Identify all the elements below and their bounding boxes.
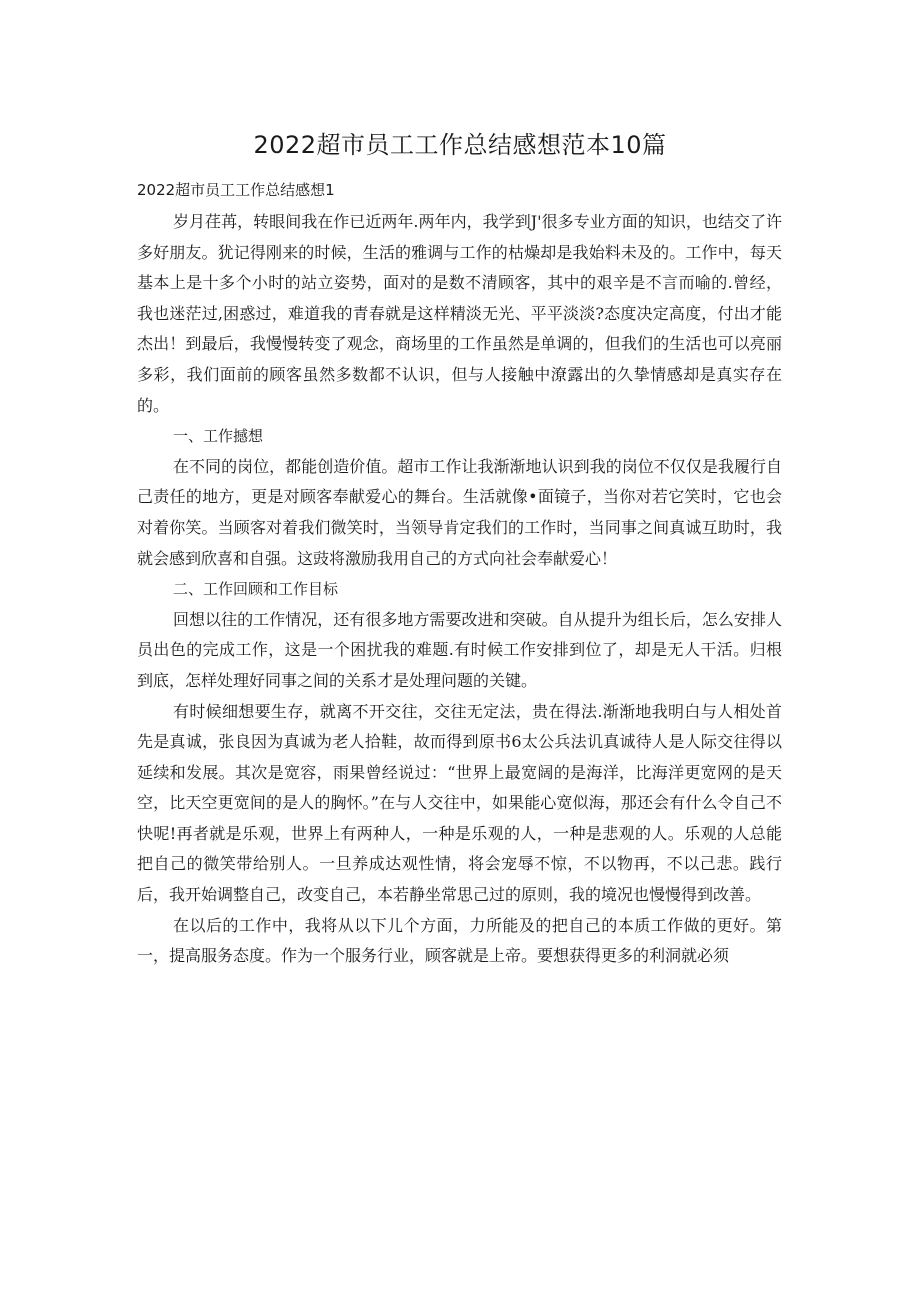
document-subtitle: 2022超市员工工作总结感想1 bbox=[137, 181, 335, 199]
paragraph: 在以后的工作中，我将从以下儿个方面，力所能及的把自己的本质工作做的更好。第一，提高服务态度。作为一个服务行业，顾客就是上帝。要想获得更多的利洞就必须 bbox=[137, 915, 782, 966]
document-body bbox=[137, 177, 782, 972]
paragraph: 在不同的岗位，都能创造价值。超市工作让我渐渐地认识到我的岗位不仅仅是我履行自己责任的地方，更是对顾客奉献爱心的舞台。生活就像•面镜子，当你对若它笑时，它也会对着你笑。当顾客对着我们微笑时，当领导肯定我们的工作时，当同事之间真诚互助时，我就会感到欣喜和自强。这豉将激励我用自己的方式向社会奉献爱心！ bbox=[137, 456, 782, 568]
document-title: 2022超市员工工作总结感想范本10篇 bbox=[253, 131, 667, 159]
paragraph: 回想以往的工作情况，还有很多地方需要改进和突破。自从提升为组长后，怎么安排人员出色的完成工作，这是一个困扰我的难题.有时候工作安排到位了，却是无人干活。归根到底，怎样处理好同事之间的关系才是处理问题的关键。 bbox=[137, 609, 782, 690]
paragraph: 有时候细想要生存，就离不开交往，交往无定法，贵在得法.渐渐地我明白与人相处首先是真诚，张良因为真诚为老人拾鞋，故而得到原书6太公兵法讥真诚待人是人际交往得以延续和发展。其次是宽容，雨果曾经说过：“世界上最宽阔的是海洋，比海洋更宽网的是天空，比天空更宽间的是人的胸怀。”在与人交往中，如果能心宽似海，那还会有什么令自己不快呢!再者就是乐观，世界上有两种人，一种是乐观的人，一种是悲观的人。乐观的人总能把自己的微笑带给别人。一旦养成达观性情，将会宠辱不惊，不以物再，不以己悲。践行后，我开始调整自己，改变自己，本若静坐常思己过的原则，我的境况也慢慢得到改善。 bbox=[137, 701, 782, 905]
paragraph: 岁月荏苒，转眼间我在作已近两年.两年内，我学到J'很多专业方面的知识，也结交了许多好朋友。犹记得刚来的时候，生活的雅调与工作的枯燥却是我始料未及的。工作中，每天基本上是十多个小时的站立姿势，面对的是数不清顾客，其中的艰辛是不言而喻的.曾经，我也迷茫过,困惑过，难道我的青春就是这样精淡无光、平平淡淡?态度决定高度，付出才能杰出！到最后，我慢慢转变了观念，商场里的工作虽然是单调的，但我们的生活也可以亮丽多彩，我们面前的顾客虽然多数都不认识，但与人接触中潦露出的久挚情感却是真实存在的。 bbox=[137, 212, 782, 415]
section-heading: 一、工作撼想 bbox=[173, 427, 264, 446]
section-heading: 二、工作回顾和工作目标 bbox=[173, 580, 339, 599]
